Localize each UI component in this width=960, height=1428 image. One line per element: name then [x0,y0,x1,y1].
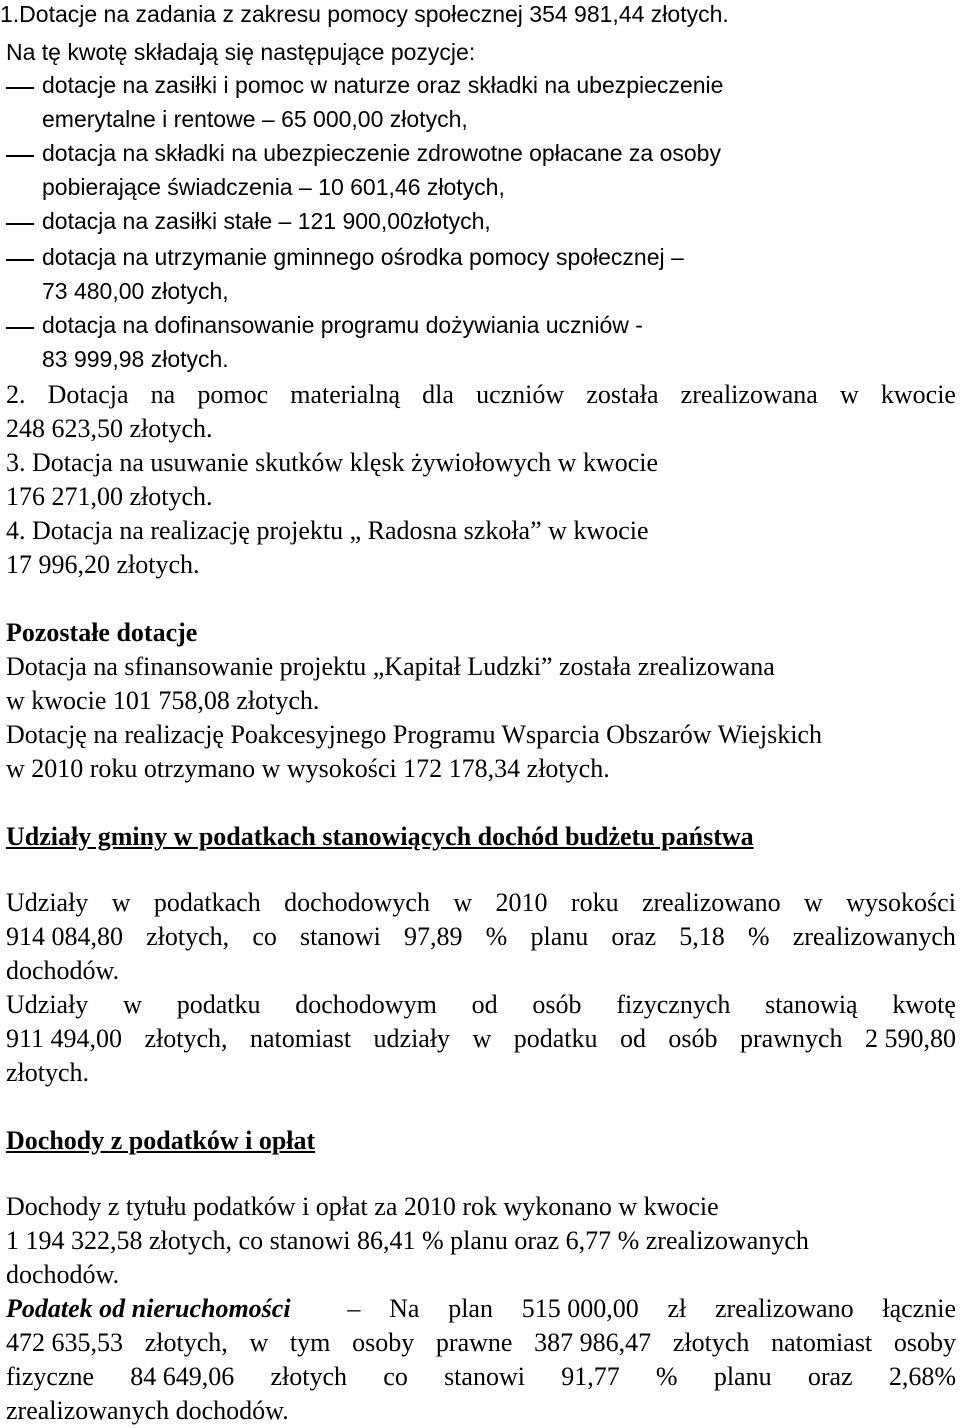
list-item-3-line-1: dotacja na zasiłki stałe – 121 900,00złotych, [42,208,491,234]
section-2-line-2: 248 623,50 złotych. [6,414,213,443]
word: 2 590,80 [864,1024,956,1053]
word: fizycznych [616,990,731,1019]
pozostale-p1-line-2: w kwocie 101 758,08 złotych. [6,686,320,715]
word: złotych [672,1328,750,1357]
word: 91,77 [561,1362,620,1391]
podatek-nieruchomosci-label: Podatek od nieruchomości [6,1294,291,1323]
section-3-line-2: 176 271,00 złotych. [6,482,213,511]
bullet-dash [6,327,34,329]
word: w [839,380,859,409]
word: zrealizowana [680,380,818,409]
word: – [347,1294,361,1323]
bullet-dash [6,223,34,225]
section-3-line-1: 3. Dotacja na usuwanie skutków klęsk żywiołowych w kwocie [6,448,659,477]
word: % [655,1362,678,1391]
word: pomoc [197,380,269,409]
word: dochodowym [295,990,437,1019]
heading-pozostale-dotacje: Pozostałe dotacje [6,618,198,647]
list-item-4-line-1: dotacja na utrzymanie gminnego ośrodka pomocy społecznej – [42,244,684,270]
list-item-5-line-1: dotacja na dofinansowanie programu dożywiania uczniów - [42,312,643,338]
word: złotych, [146,922,230,951]
heading-udzialy: Udziały gminy w podatkach stanowiących dochód budżetu państwa [6,822,754,851]
word: 84 649,06 [130,1362,235,1391]
udzialy-p1-line-3: dochodów. [6,956,120,985]
dochody-p2-line-2 [6,1328,956,1358]
udzialy-p1-line-2 [6,922,956,952]
word: od [471,990,498,1019]
word: podatkach [153,888,261,917]
udzialy-p2-line-3: złotych. [6,1058,90,1087]
pozostale-p2-line-2: w 2010 roku otrzymano w wysokości 172 178,34 złotych. [6,754,610,783]
word: Na [389,1294,420,1323]
udzialy-p1-line-1 [6,888,956,918]
word: co [252,922,277,951]
word: wysokości [846,888,956,917]
word: natomiast [249,1024,352,1053]
word: co [383,1362,408,1391]
word: 2. [6,380,26,409]
word: dla [422,380,454,409]
word: od [619,1024,646,1053]
word: plan [448,1294,493,1323]
udzialy-p2-line-2 [6,1024,956,1054]
word: Dotacja [47,380,129,409]
word: podatku [513,1024,598,1053]
word: złotych, [144,1024,228,1053]
word: Udziały [6,888,89,917]
word: 472 635,53 [6,1328,123,1357]
word: udziały [373,1024,451,1053]
section-1-intro: Na tę kwotę składają się następujące pozycje: [6,39,476,65]
word: złotych [270,1362,348,1391]
word: natomiast [771,1328,873,1357]
pozostale-p1-line-1: Dotacja na sfinansowanie projektu „Kapitał Ludzki” została zrealizowana [6,652,775,681]
word: zrealizowanych [792,922,956,951]
word: osoby [893,1328,956,1357]
word: fizyczne [6,1362,95,1391]
word: zł [667,1294,687,1323]
list-item-1-line-2: emerytalne i rentowe – 65 000,00 złotych, [42,106,468,132]
word: uczniów [476,380,565,409]
word: kwotę [892,990,956,1019]
word: 97,89 [404,922,463,951]
word: oraz [807,1362,853,1391]
word: 515 000,00 [521,1294,639,1323]
word: w [249,1328,269,1357]
word: planu [713,1362,772,1391]
word: dochodowych [284,888,430,917]
word: 911 494,00 [6,1024,123,1053]
word: prawnych [740,1024,843,1053]
word: na [150,380,176,409]
bullet-dash [6,259,34,261]
word: zrealizowano [641,888,781,917]
word: w [472,1024,492,1053]
dochody-p2-line-1 [6,1294,956,1324]
word: osób [668,1024,718,1053]
heading-dochody: Dochody z podatków i opłat [6,1126,316,1155]
dochody-p1-line-1: Dochody z tytułu podatków i opłat za 2010 rok wykonano w kwocie [6,1192,719,1221]
list-item-2-line-2: pobierające świadczenia – 10 601,46 złotych, [42,174,505,200]
word: zrealizowano [715,1294,854,1323]
word: stanowią [765,990,858,1019]
word: % [485,922,508,951]
word: 5,18 [679,922,725,951]
dochody-p2-line-4: zrealizowanych dochodów. [6,1396,289,1425]
word: podatku [176,990,261,1019]
word: kwocie [880,380,956,409]
list-item-2-line-1: dotacja na składki na ubezpieczenie zdrowotne opłacane za osoby [42,140,721,166]
word: materialną [290,380,400,409]
section-1-title: 1.Dotacje na zadania z zakresu pomocy społecznej 354 981,44 złotych. [0,1,729,27]
word: tym [289,1328,331,1357]
word: 387 986,47 [534,1328,652,1357]
word: % [747,922,770,951]
word: Udziały [6,990,89,1019]
section-4-line-1: 4. Dotacja na realizację projektu „ Radosna szkoła” w kwocie [6,516,649,545]
word: stanowi [444,1362,525,1391]
bullet-dash [6,155,34,157]
list-item-1-line-1: dotacje na zasiłki i pomoc w naturze oraz składki na ubezpieczenie [42,72,724,98]
word: 914 084,80 [6,922,123,951]
word: w [111,888,131,917]
word: roku [570,888,619,917]
word: osoby [352,1328,415,1357]
word: stanowi [300,922,381,951]
word: złotych, [144,1328,228,1357]
section-2-line-1 [6,380,956,410]
dochody-p1-line-2: 1 194 322,58 złotych, co stanowi 86,41 % planu oraz 6,77 % zrealizowanych [6,1226,809,1255]
bullet-dash [6,87,34,89]
pozostale-p2-line-1: Dotację na realizację Poakcesyjnego Programu Wsparcia Obszarów Wiejskich [6,720,822,749]
word: oraz [611,922,657,951]
word: osób [532,990,582,1019]
word: w [803,888,823,917]
word: łącznie [882,1294,956,1323]
section-4-line-2: 17 996,20 złotych. [6,550,200,579]
list-item-5-line-2: 83 999,98 złotych. [42,346,229,372]
word: została [586,380,659,409]
word: w [453,888,473,917]
word: planu [530,922,589,951]
word: prawne [435,1328,513,1357]
list-item-4-line-2: 73 480,00 złotych, [42,278,229,304]
word: 2010 [495,888,548,917]
word: 2,68% [888,1362,956,1391]
udzialy-p2-line-1 [6,990,956,1020]
dochody-p1-line-3: dochodów. [6,1260,120,1289]
word: w [123,990,142,1019]
dochody-p2-line-3 [6,1362,956,1392]
